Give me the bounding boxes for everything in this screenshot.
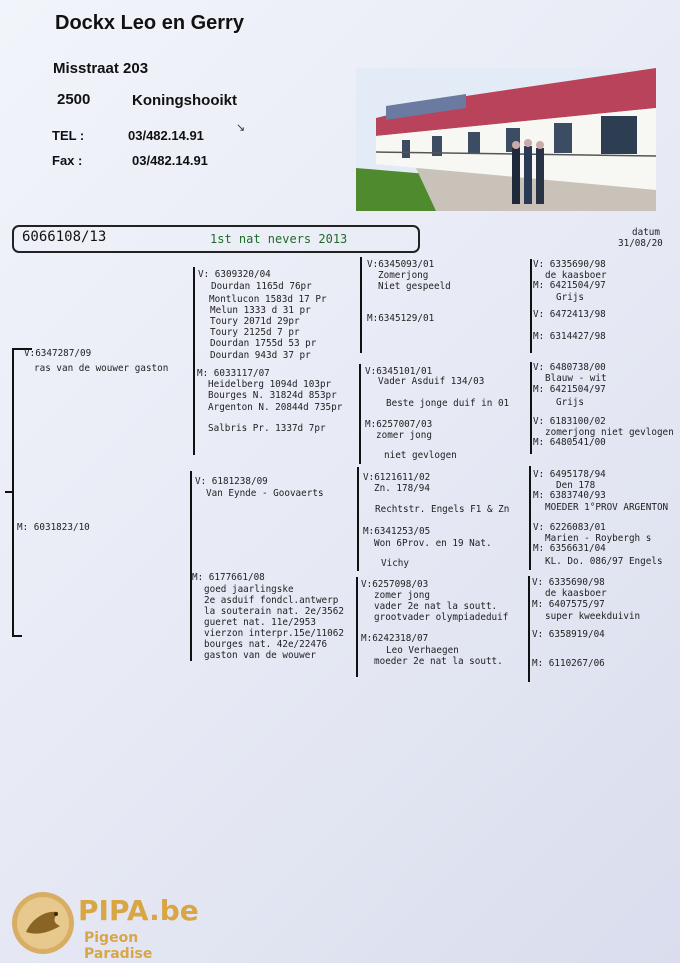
bracket-gen4-b	[530, 362, 532, 454]
gen4-line: de kaasboer	[545, 270, 607, 281]
mm-line: goed jaarlingske	[204, 584, 294, 595]
bracket-gen1-bottom	[12, 635, 22, 637]
logo-tagline: Pigeon Paradise	[84, 930, 153, 962]
ff-line: Dourdan 943d 37 pr	[210, 350, 311, 361]
fff-ring: V:6345093/01	[367, 259, 435, 270]
gen4-ring: V: 6495178/94	[533, 469, 606, 480]
ff-ring: V: 6309320/04	[198, 269, 271, 280]
fm-line: Bourges N. 31824d 853pr	[208, 390, 337, 401]
gen4-ring: V: 6472413/98	[533, 309, 606, 320]
ff-line: Melun 1333 d 31 pr	[210, 305, 311, 316]
gen4-line: Den 178	[556, 480, 596, 491]
fm-line: Salbris Pr. 1337d 7pr	[208, 423, 326, 434]
date-label: datum	[632, 227, 660, 238]
mfm-line: Vichy	[381, 558, 409, 569]
gen4-ring: V: 6226083/01	[533, 522, 606, 533]
fm-line: Argenton N. 20844d 735pr	[208, 402, 343, 413]
gen4-ring: V: 6358919/04	[532, 629, 605, 640]
bracket-gen3-d	[356, 577, 358, 677]
gen4-ring: M: 6407575/97	[532, 599, 605, 610]
mm-line: gaston van de wouwer	[204, 650, 316, 661]
mff-line: Zn. 178/94	[374, 483, 430, 494]
mmf-line: zomer jong	[374, 590, 430, 601]
fmm-line: zomer jong	[376, 430, 432, 441]
fff-line: Niet gespeeld	[378, 281, 451, 292]
pigeon-logo-icon	[8, 888, 78, 958]
gen4-ring: M: 6480541/00	[533, 437, 606, 448]
mm-line: vierzon interpr.15e/11062	[204, 628, 344, 639]
mm-ring: M: 6177661/08	[192, 572, 265, 583]
gen4-line: super kweekduivin	[545, 611, 641, 622]
gen4-ring: V: 6480738/00	[533, 362, 606, 373]
gen4-ring: M: 6314427/98	[533, 331, 606, 342]
tel-number: 03/482.14.91	[128, 128, 204, 143]
mm-line: la souterain nat. 2e/3562	[204, 606, 344, 617]
postcode: 2500	[57, 91, 91, 108]
tel-label: TEL :	[52, 128, 85, 143]
gen4-ring: V: 6183100/02	[533, 416, 606, 427]
fm-ring: M: 6033117/07	[197, 368, 270, 379]
father-ring: V:6347287/09	[24, 348, 92, 359]
mf-line: Van Eynde - Goovaerts	[206, 488, 324, 499]
gen4-ring: M: 6421504/97	[533, 280, 606, 291]
city: Koningshooikt	[132, 92, 237, 109]
mmf-line: grootvader olympiadeduif	[374, 612, 509, 623]
ff-line: Dourdan 1165d 76pr	[211, 281, 312, 292]
bracket-gen1-tick	[5, 491, 14, 493]
mmf-ring: V:6257098/03	[361, 579, 429, 590]
mfm-ring: M:6341253/05	[363, 526, 431, 537]
mff-line: Rechtstr. Engels F1 & Zn	[375, 504, 510, 515]
gen4-line: de kaasboer	[545, 588, 607, 599]
fmf-line: Beste jonge duif in 01	[386, 398, 510, 409]
date-value: 31/08/20	[618, 238, 663, 249]
bracket-gen2-mother	[190, 471, 192, 661]
bracket-gen4-d	[528, 576, 530, 682]
bracket-gen4-a	[530, 259, 532, 353]
gen4-ring: M: 6356631/04	[533, 543, 606, 554]
mm-line: 2e asduif fondcl.antwerp	[204, 595, 339, 606]
mmf-line: vader 2e nat la soutt.	[374, 601, 498, 612]
gen4-ring: M: 6421504/97	[533, 384, 606, 395]
ff-line: Dourdan 1755d 53 pr	[210, 338, 317, 349]
fax-number: 03/482.14.91	[132, 153, 208, 168]
breeder-name: Dockx Leo en Gerry	[55, 12, 244, 34]
mmm-ring: M:6242318/07	[361, 633, 429, 644]
bracket-gen3-b	[359, 364, 361, 464]
gen4-line: Blauw - wit	[545, 373, 607, 384]
ring-number: 6066108/13	[22, 229, 107, 245]
mf-ring: V: 6181238/09	[195, 476, 268, 487]
mff-ring: V:6121611/02	[363, 472, 431, 483]
street: Misstraat 203	[53, 60, 149, 77]
father-desc: ras van de wouwer gaston	[34, 363, 169, 374]
ff-line: Montlucon 1583d 17 Pr	[209, 294, 327, 305]
mfm-line: Won 6Prov. en 19 Nat.	[374, 538, 492, 549]
bracket-gen2-father	[193, 267, 195, 455]
gen4-ring: V: 6335690/98	[533, 259, 606, 270]
gen4-line: MOEDER 1°PROV ARGENTON	[545, 502, 669, 513]
gen4-line: zomerjong niet gevlogen	[545, 427, 674, 438]
gen4-line: Grijs	[556, 292, 584, 303]
mmm-line: moeder 2e nat la soutt.	[374, 656, 503, 667]
fax-label: Fax :	[52, 153, 83, 168]
mm-line: gueret nat. 11e/2953	[204, 617, 316, 628]
gen4-ring: M: 6110267/06	[532, 658, 605, 669]
cursor-arrow-icon: ↘	[236, 122, 246, 134]
fm-line: Heidelberg 1094d 103pr	[208, 379, 332, 390]
pipa-logo[interactable]	[8, 888, 208, 962]
gen4-line: Grijs	[556, 397, 584, 408]
bracket-gen3-a	[360, 257, 362, 353]
fmm-ring: M:6257007/03	[365, 419, 433, 430]
logo-brand: PIPA.be	[78, 894, 199, 927]
pigeon-title: 1st nat nevers 2013	[210, 232, 348, 246]
fmf-ring: V:6345101/01	[365, 366, 433, 377]
gen4-ring: M: 6383740/93	[533, 490, 606, 501]
ff-line: Toury 2125d 7 pr	[210, 327, 300, 338]
bracket-gen3-c	[357, 467, 359, 571]
mother-ring: M: 6031823/10	[17, 522, 90, 533]
loft-photo	[356, 68, 656, 211]
gen4-line: Marien - Roybergh s	[545, 533, 652, 544]
ff-line: Toury 2071d 29pr	[210, 316, 300, 327]
gen4-line: KL. Do. 086/97 Engels	[545, 556, 663, 567]
mm-line: bourges nat. 42e/22476	[204, 639, 328, 650]
fmf-line: Vader Asduif 134/03	[378, 376, 485, 387]
mmm-line: Leo Verhaegen	[386, 645, 459, 656]
bracket-gen4-c	[529, 466, 531, 570]
ffm-ring: M:6345129/01	[367, 313, 435, 324]
gen4-ring: V: 6335690/98	[532, 577, 605, 588]
fff-line: Zomerjong	[378, 270, 429, 281]
fmm-line: niet gevlogen	[384, 450, 457, 461]
